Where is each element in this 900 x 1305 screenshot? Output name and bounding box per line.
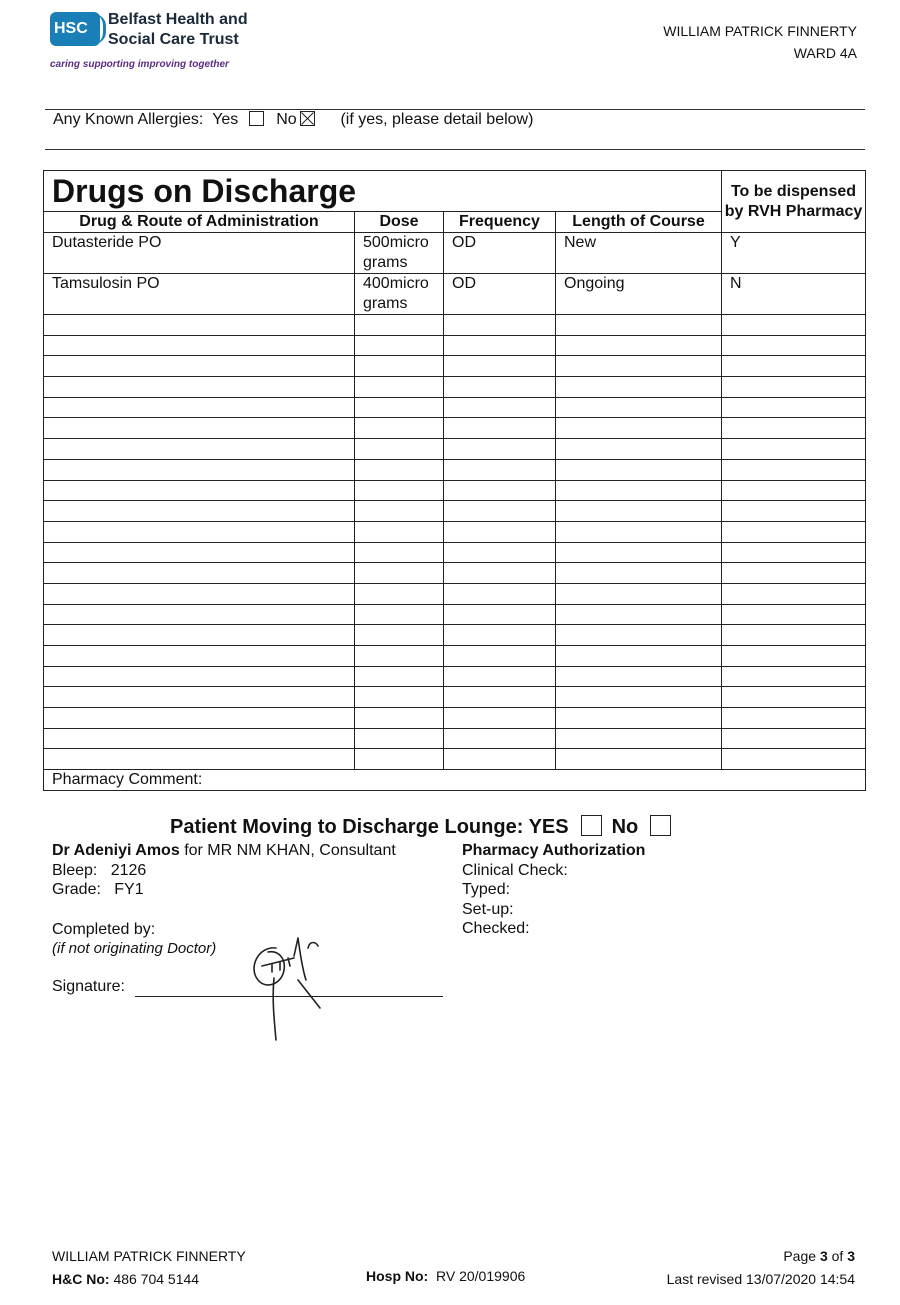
blank-cell[interactable] — [355, 749, 444, 770]
blank-cell[interactable] — [444, 501, 556, 522]
blank-cell[interactable] — [722, 501, 866, 522]
allergy-yes-label: Yes — [212, 111, 239, 128]
column-header: Dose — [355, 212, 444, 233]
blank-table-row — [44, 542, 866, 563]
last-revised: Last revised 13/07/2020 14:54 — [666, 1271, 855, 1287]
dose-cell: 400micro grams — [355, 274, 444, 315]
divider — [45, 149, 865, 150]
pharmacy-auth-title: Pharmacy Authorization — [462, 842, 646, 859]
blank-cell[interactable] — [444, 335, 556, 356]
dose-cell: 500micro grams — [355, 233, 444, 274]
column-header: Frequency — [444, 212, 556, 233]
blank-cell[interactable] — [44, 749, 355, 770]
length-cell: Ongoing — [556, 274, 722, 315]
ward: WARD 4A — [793, 45, 857, 61]
blank-cell[interactable] — [44, 542, 355, 563]
blank-cell[interactable] — [556, 397, 722, 418]
pharmacy-authorization — [462, 841, 645, 939]
blank-cell[interactable] — [722, 749, 866, 770]
blank-table-row — [44, 666, 866, 687]
org-line-1: Belfast Health and — [108, 11, 248, 28]
blank-cell[interactable] — [355, 377, 444, 398]
blank-cell[interactable] — [722, 521, 866, 542]
blank-cell[interactable] — [556, 646, 722, 667]
blank-table-row — [44, 604, 866, 625]
blank-table-row — [44, 563, 866, 584]
blank-table-row — [44, 501, 866, 522]
lounge-label: Patient Moving to Discharge Lounge: — [170, 816, 524, 838]
blank-cell[interactable] — [444, 625, 556, 646]
lounge-no-label: No — [611, 816, 639, 838]
pharmacy-auth-item: Clinical Check: — [462, 861, 568, 879]
blank-cell[interactable] — [355, 646, 444, 667]
blank-cell[interactable] — [444, 583, 556, 604]
blank-table-row — [44, 335, 866, 356]
blank-cell[interactable] — [722, 708, 866, 729]
drugs-title: Drugs on Discharge — [44, 171, 722, 212]
blank-cell[interactable] — [722, 666, 866, 687]
blank-table-row — [44, 687, 866, 708]
footer-right — [667, 1245, 855, 1291]
blank-cell[interactable] — [44, 687, 355, 708]
dispensed-cell: N — [722, 274, 866, 315]
blank-cell[interactable] — [722, 625, 866, 646]
discharge-lounge-line — [170, 815, 681, 839]
completed-by-note: (if not originating Doctor) — [52, 940, 217, 957]
blank-cell[interactable] — [355, 439, 444, 460]
blank-cell[interactable] — [722, 439, 866, 460]
blank-cell[interactable] — [556, 439, 722, 460]
blank-table-row — [44, 625, 866, 646]
blank-cell[interactable] — [556, 708, 722, 729]
blank-cell[interactable] — [355, 315, 444, 336]
blank-cell[interactable] — [44, 708, 355, 729]
blank-cell[interactable] — [556, 563, 722, 584]
blank-cell[interactable] — [44, 377, 355, 398]
blank-cell[interactable] — [44, 501, 355, 522]
blank-cell[interactable] — [444, 708, 556, 729]
blank-cell[interactable] — [355, 542, 444, 563]
bleep-label: Bleep: — [52, 861, 98, 879]
blank-cell[interactable] — [355, 521, 444, 542]
blank-cell[interactable] — [444, 397, 556, 418]
hc-number: 486 704 5144 — [113, 1271, 200, 1287]
blank-cell[interactable] — [44, 646, 355, 667]
lounge-yes-checkbox[interactable] — [581, 815, 602, 836]
organisation-name — [108, 10, 248, 50]
blank-table-row — [44, 356, 866, 377]
blank-cell[interactable] — [722, 397, 866, 418]
blank-cell[interactable] — [722, 335, 866, 356]
blank-cell[interactable] — [556, 687, 722, 708]
blank-cell[interactable] — [556, 501, 722, 522]
handwritten-signature — [238, 918, 328, 1048]
blank-cell[interactable] — [44, 521, 355, 542]
table-row — [44, 274, 866, 315]
blank-cell[interactable] — [44, 397, 355, 418]
blank-table-row — [44, 521, 866, 542]
allergy-yes-checkbox[interactable] — [249, 111, 264, 126]
blank-cell[interactable] — [444, 604, 556, 625]
patient-header — [663, 20, 857, 64]
drug-cell: Tamsulosin PO — [44, 274, 355, 315]
blank-cell[interactable] — [556, 542, 722, 563]
blank-cell[interactable] — [444, 377, 556, 398]
blank-cell[interactable] — [722, 728, 866, 749]
completed-by — [52, 920, 216, 958]
blank-cell[interactable] — [556, 335, 722, 356]
pharmacy-auth-item: Set-up: — [462, 900, 514, 918]
hosp-label: Hosp No: — [366, 1268, 429, 1284]
frequency-cell: OD — [444, 274, 556, 315]
blank-cell[interactable] — [44, 459, 355, 480]
hsc-logo: HSC — [50, 12, 100, 46]
blank-cell[interactable] — [444, 542, 556, 563]
blank-cell[interactable] — [722, 583, 866, 604]
footer-patient-name: WILLIAM PATRICK FINNERTY — [52, 1248, 246, 1264]
blank-cell[interactable] — [355, 708, 444, 729]
hc-label: H&C No: — [52, 1271, 110, 1287]
blank-cell[interactable] — [444, 480, 556, 501]
blank-cell[interactable] — [355, 459, 444, 480]
blank-cell[interactable] — [44, 439, 355, 460]
page-number: Page 3 of 3 — [783, 1248, 855, 1264]
blank-table-row — [44, 397, 866, 418]
blank-cell[interactable] — [722, 315, 866, 336]
blank-cell[interactable] — [355, 501, 444, 522]
blank-cell[interactable] — [44, 418, 355, 439]
blank-cell[interactable] — [355, 625, 444, 646]
blank-cell[interactable] — [444, 356, 556, 377]
blank-cell[interactable] — [444, 646, 556, 667]
drugs-table — [43, 170, 866, 791]
blank-cell[interactable] — [355, 583, 444, 604]
blank-table-row — [44, 439, 866, 460]
blank-cell[interactable] — [44, 728, 355, 749]
grade-value: FY1 — [114, 881, 144, 898]
blank-cell[interactable] — [444, 687, 556, 708]
blank-table-row — [44, 728, 866, 749]
blank-cell[interactable] — [556, 625, 722, 646]
blank-cell[interactable] — [722, 646, 866, 667]
allergies-label: Any Known Allergies: — [53, 111, 204, 128]
blank-cell[interactable] — [355, 335, 444, 356]
grade-label: Grade: — [52, 881, 101, 898]
blank-cell[interactable] — [556, 604, 722, 625]
blank-cell[interactable] — [556, 480, 722, 501]
hosp-number: RV 20/019906 — [436, 1268, 526, 1284]
blank-table-row — [44, 377, 866, 398]
blank-cell[interactable] — [355, 418, 444, 439]
blank-cell[interactable] — [722, 604, 866, 625]
blank-cell[interactable] — [444, 418, 556, 439]
allergy-no-checkbox[interactable] — [300, 111, 315, 126]
frequency-cell: OD — [444, 233, 556, 274]
doctor-name: Dr Adeniyi Amos — [52, 842, 180, 859]
column-header: Length of Course — [556, 212, 722, 233]
blank-cell[interactable] — [444, 728, 556, 749]
allergy-note: (if yes, please detail below) — [340, 111, 534, 128]
blank-cell[interactable] — [556, 377, 722, 398]
lounge-no-checkbox[interactable] — [650, 815, 671, 836]
blank-table-row — [44, 646, 866, 667]
signature-label: Signature: — [52, 978, 125, 995]
blank-cell[interactable] — [355, 356, 444, 377]
blank-cell[interactable] — [444, 666, 556, 687]
length-cell: New — [556, 233, 722, 274]
blank-cell[interactable] — [722, 687, 866, 708]
dispensed-cell: Y — [722, 233, 866, 274]
divider — [45, 109, 865, 110]
blank-cell[interactable] — [556, 749, 722, 770]
blank-cell[interactable] — [355, 666, 444, 687]
blank-cell[interactable] — [722, 563, 866, 584]
allergy-no-label: No — [276, 111, 297, 128]
table-row — [44, 233, 866, 274]
blank-cell[interactable] — [722, 459, 866, 480]
blank-table-row — [44, 418, 866, 439]
dispensed-header: To be dispensed by RVH Pharmacy — [722, 171, 866, 233]
blank-cell[interactable] — [355, 563, 444, 584]
doctor-details — [52, 841, 396, 900]
blank-cell[interactable] — [722, 480, 866, 501]
blank-cell[interactable] — [44, 625, 355, 646]
blank-cell[interactable] — [556, 521, 722, 542]
blank-cell[interactable] — [722, 418, 866, 439]
blank-cell[interactable] — [444, 439, 556, 460]
blank-cell[interactable] — [722, 542, 866, 563]
blank-cell[interactable] — [44, 480, 355, 501]
blank-table-row — [44, 315, 866, 336]
org-line-2: Social Care Trust — [108, 31, 239, 48]
drug-cell: Dutasteride PO — [44, 233, 355, 274]
blank-cell[interactable] — [556, 666, 722, 687]
consultant-text: for MR NM KHAN, Consultant — [184, 842, 396, 859]
blank-cell[interactable] — [444, 521, 556, 542]
blank-cell[interactable] — [355, 480, 444, 501]
bleep-value: 2126 — [110, 861, 147, 879]
blank-cell[interactable] — [556, 418, 722, 439]
blank-cell[interactable] — [355, 397, 444, 418]
footer-left — [52, 1245, 246, 1291]
blank-cell[interactable] — [355, 687, 444, 708]
blank-table-row — [44, 708, 866, 729]
blank-cell[interactable] — [355, 604, 444, 625]
blank-table-row — [44, 749, 866, 770]
blank-cell[interactable] — [556, 459, 722, 480]
blank-cell[interactable] — [44, 563, 355, 584]
pharmacy-auth-item: Typed: — [462, 881, 511, 898]
blank-cell[interactable] — [556, 583, 722, 604]
blank-cell[interactable] — [355, 728, 444, 749]
column-header: Drug & Route of Administration — [44, 212, 355, 233]
completed-by-label: Completed by: — [52, 921, 156, 938]
lounge-yes-label: YES — [528, 816, 569, 838]
blank-cell[interactable] — [44, 356, 355, 377]
blank-cell[interactable] — [556, 356, 722, 377]
blank-table-row — [44, 459, 866, 480]
patient-name: WILLIAM PATRICK FINNERTY — [663, 23, 857, 39]
blank-cell[interactable] — [444, 459, 556, 480]
blank-cell[interactable] — [44, 666, 355, 687]
blank-cell[interactable] — [44, 335, 355, 356]
blank-cell[interactable] — [444, 749, 556, 770]
blank-cell[interactable] — [444, 315, 556, 336]
blank-cell[interactable] — [44, 315, 355, 336]
footer-middle — [366, 1268, 525, 1284]
pharmacy-comment: Pharmacy Comment: — [44, 770, 866, 791]
blank-cell[interactable] — [444, 563, 556, 584]
blank-table-row — [44, 583, 866, 604]
blank-cell[interactable] — [44, 583, 355, 604]
pharmacy-auth-item: Checked: — [462, 920, 530, 937]
allergies-line — [53, 111, 533, 129]
blank-cell[interactable] — [556, 728, 722, 749]
tagline: caring supporting improving together — [50, 59, 229, 70]
blank-cell[interactable] — [722, 356, 866, 377]
blank-cell[interactable] — [44, 604, 355, 625]
blank-cell[interactable] — [556, 315, 722, 336]
blank-cell[interactable] — [722, 377, 866, 398]
blank-table-row — [44, 480, 866, 501]
